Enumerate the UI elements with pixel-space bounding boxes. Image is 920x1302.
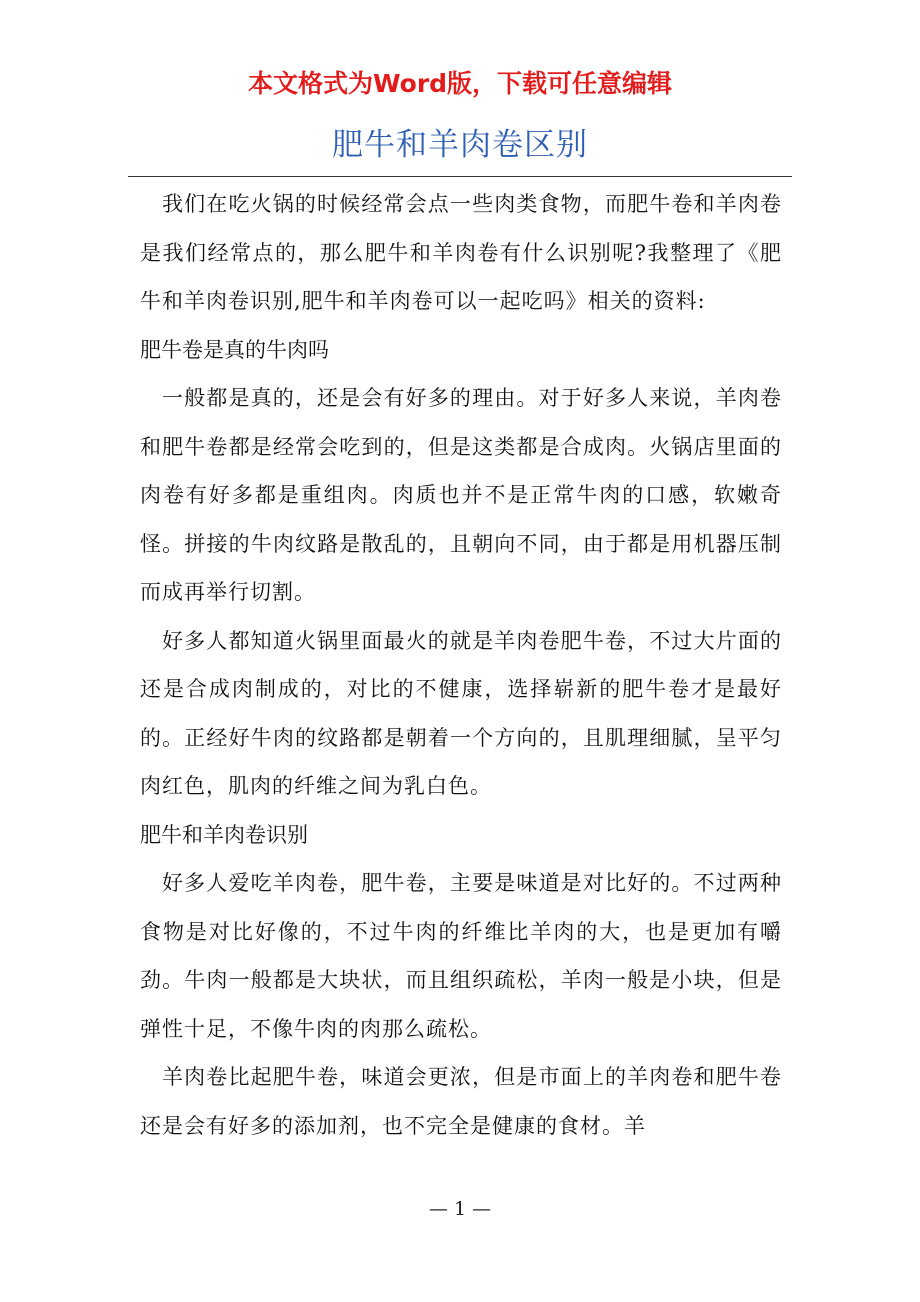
body-paragraph: 羊肉卷比起肥牛卷，味道会更浓，但是市面上的羊肉卷和肥牛卷还是会有好多的添加剂，也不完全是健康的食材。羊 bbox=[140, 1065, 782, 1138]
page-number: — 1 — bbox=[428, 1198, 492, 1220]
page-title: 肥牛和羊肉卷区别 bbox=[332, 127, 588, 163]
document-body bbox=[140, 180, 782, 1150]
body-paragraph: 好多人爱吃羊肉卷，肥牛卷，主要是味道是对比好的。不过两种食物是对比好像的，不过牛肉的纤维比羊肉的大，也是更加有嚼劲。牛肉一般都是大块状，而且组织疏松，羊肉一般是小块，但是弹性十足，不像牛肉的肉那么疏松。 bbox=[140, 871, 782, 1041]
body-paragraph: 一般都是真的，还是会有好多的理由。对于好多人来说，羊肉卷和肥牛卷都是经常会吃到的，但是这类都是合成肉。火锅店里面的肉卷有好多都是重组肉。肉质也并不是正常牛肉的口感，软嫩奇怪。拼接的牛肉纹路是散乱的，且朝向不同，由于都是用机器压制而成再举行切割。 bbox=[140, 386, 782, 604]
body-paragraph: 好多人都知道火锅里面最火的就是羊肉卷肥牛卷，不过大片面的还是合成肉制成的，对比的不健康，选择崭新的肥牛卷才是最好的。正经好牛肉的纹路都是朝着一个方向的，且肌理细腻，呈平匀肉红色，肌肉的纤维之间为乳白色。 bbox=[140, 628, 782, 798]
section-heading: 肥牛和羊肉卷识别 bbox=[140, 822, 308, 847]
format-notice: 本文格式为Word版，下载可任意编辑 bbox=[247, 69, 673, 98]
intro-paragraph: 我们在吃火锅的时候经常会点一些肉类食物，而肥牛卷和羊肉卷是我们经常点的，那么肥牛和羊肉卷有什么识别呢?我整理了《肥牛和羊肉卷识别,肥牛和羊肉卷可以一起吃吗》相关的资料: bbox=[140, 192, 782, 313]
section-heading: 肥牛卷是真的牛肉吗 bbox=[140, 337, 329, 362]
title-divider bbox=[128, 176, 792, 177]
